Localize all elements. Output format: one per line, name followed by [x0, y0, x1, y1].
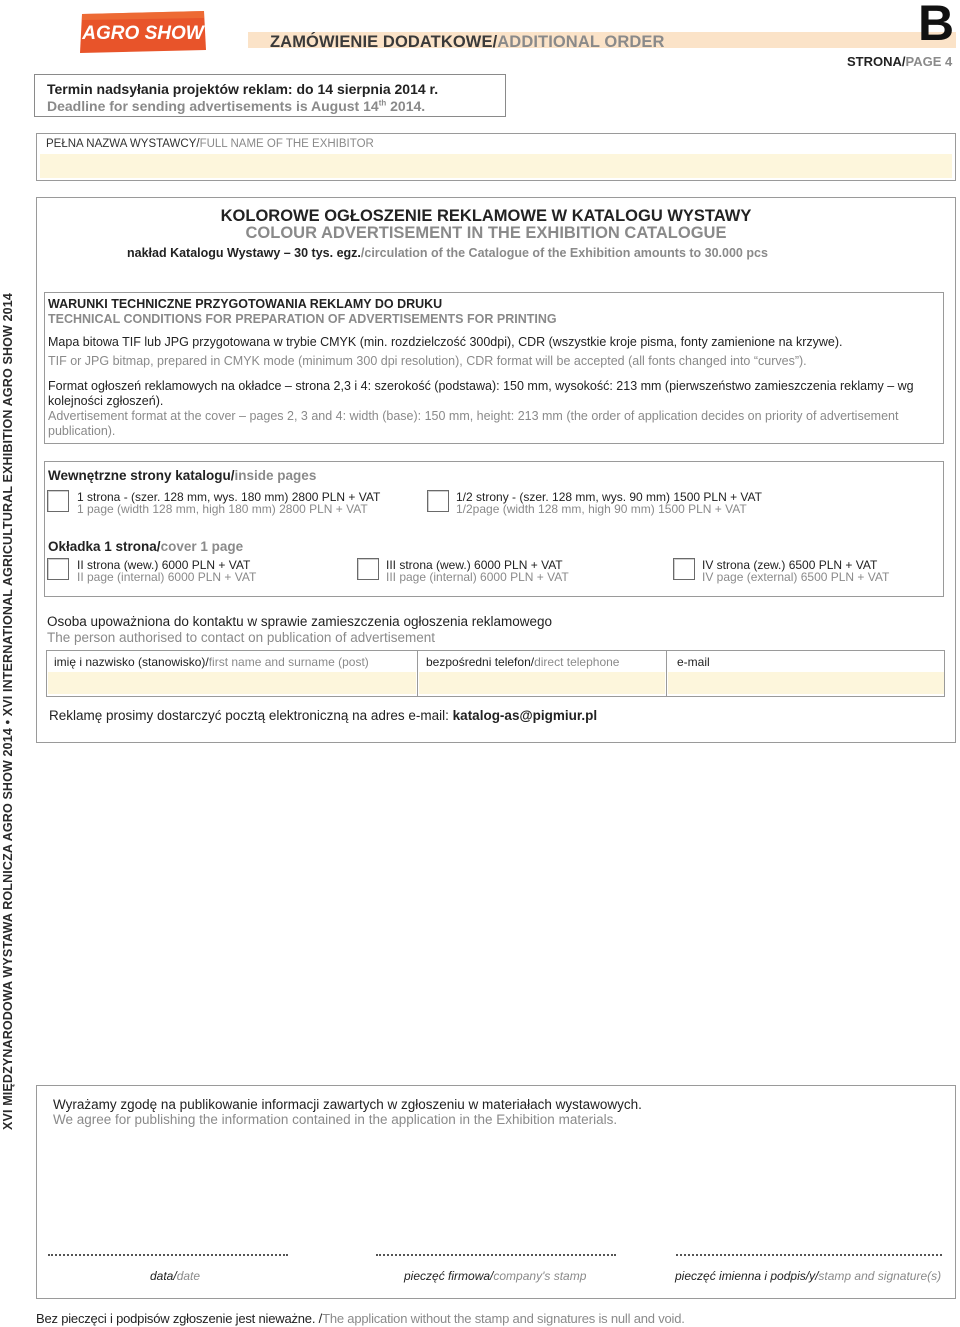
agro-show-logo — [78, 10, 208, 54]
option-label-en: 1 page (width 128 mm, high 180 mm) 2800 PLN + VAT — [77, 502, 368, 516]
section-title-en: COLOUR ADVERTISEMENT IN THE EXHIBITION CATALOGUE — [245, 224, 727, 242]
bitmap-requirements-en: TIF or JPG bitmap, prepared in CMYK mode (minimum 300 dpi resolution), CDR format will be accepted (all fonts changed into “curves”). — [48, 354, 807, 368]
option-label-pl: II strona (wew.) 6000 PLN + VAT — [77, 558, 251, 572]
signature-line[interactable] — [676, 1248, 942, 1256]
contact-heading-pl: Osoba upoważniona do kontaktu w sprawie zamieszczenia ogłoszenia reklamowego — [47, 614, 553, 629]
option-label-pl: IV strona (zew.) 6500 PLN + VAT — [702, 558, 878, 572]
consent-text-en: We agree for publishing the information contained in the application in the Exhibition materials. — [53, 1112, 618, 1127]
contact-divider — [666, 650, 667, 697]
option-checkbox-full-page[interactable] — [47, 490, 69, 512]
form-title: ZAMÓWIENIE DODATKOWE/ADDITIONAL ORDER — [270, 33, 665, 51]
contact-heading-en: The person authorised to contact on publication of advertisement — [47, 630, 435, 645]
contact-phone-field[interactable] — [419, 672, 665, 694]
section-title-pl: KOLOROWE OGŁOSZENIE REKLAMOWE W KATALOGU WYSTAWY — [220, 207, 752, 225]
footer-note: Bez pieczęci i podpisów zgłoszenie jest nieważne. /The application without the stamp and signatures is null and void. — [36, 1311, 685, 1326]
contact-divider — [417, 650, 418, 697]
circulation-note: nakład Katalogu Wystawy – 30 tys. egz./circulation of the Catalogue of the Exhibition amounts to 30.000 pcs — [127, 246, 768, 260]
deadline-pl: Termin nadsyłania projektów reklam: do 14 sierpnia 2014 r. — [47, 81, 439, 97]
option-label-pl: III strona (wew.) 6000 PLN + VAT — [386, 558, 563, 572]
bitmap-requirements-pl: Mapa bitowa TIF lub JPG przygotowana w trybie CMYK (min. rozdzielczość 300dpi), CDR (wszystkie kroje pisma, fonty zamienione na krzywe). — [48, 335, 843, 349]
stamp-signature-line[interactable] — [376, 1248, 616, 1256]
exhibitor-name-field[interactable] — [40, 154, 952, 178]
contact-name-label: imię i nazwisko (stanowisko)/first name and surname (post) — [54, 655, 369, 669]
option-checkbox-cover-iv[interactable] — [673, 558, 695, 580]
option-label-en: III page (internal) 6000 PLN + VAT — [386, 570, 569, 584]
form-letter: B — [918, 0, 955, 51]
option-checkbox-cover-iii[interactable] — [357, 558, 379, 580]
company-stamp-label: pieczęć firmowa/company's stamp — [404, 1269, 587, 1283]
deadline-box — [34, 74, 506, 117]
option-checkbox-cover-ii[interactable] — [47, 558, 69, 580]
email-delivery-note: Reklamę prosimy dostarczyć pocztą elektroniczną na adres e-mail: katalog-as@pigmiur.pl — [49, 708, 598, 723]
cover-heading: Okładka 1 strona/cover 1 page — [48, 539, 244, 554]
option-checkbox-half-page[interactable] — [427, 490, 449, 512]
side-banner-text: XVI MIĘDZYNARODOWA WYSTAWA ROLNICZA AGRO SHOW 2014 • XVI INTERNATIONAL AGRICULTURAL EXHIBITION AGRO SHOW 2014 — [1, 293, 15, 1130]
contact-email-label: e-mail — [677, 655, 710, 669]
technical-heading-pl: WARUNKI TECHNICZNE PRZYGOTOWANIA REKLAMY DO DRUKU — [48, 297, 443, 311]
date-label: data/date — [150, 1269, 201, 1283]
date-signature-line[interactable] — [48, 1248, 288, 1256]
contact-phone-label: bezpośredni telefon/direct telephone — [426, 655, 620, 669]
signature-label: pieczęć imienna i podpis/y/stamp and signature(s) — [675, 1269, 942, 1283]
option-label-en: II page (internal) 6000 PLN + VAT — [77, 570, 257, 584]
technical-heading-en: TECHNICAL CONDITIONS FOR PREPARATION OF ADVERTISEMENTS FOR PRINTING — [48, 312, 557, 326]
option-label-en: 1/2page (width 128 mm, high 90 mm) 1500 PLN + VAT — [456, 502, 747, 516]
inside-pages-heading: Wewnętrzne strony katalogu/inside pages — [48, 468, 317, 483]
contact-name-field[interactable] — [48, 672, 416, 694]
contact-email-field[interactable] — [668, 672, 944, 694]
consent-text-pl: Wyrażamy zgodę na publikowanie informacji zawartych w zgłoszeniu w materiałach wystawowych. — [53, 1097, 642, 1112]
logo-text: AGRO SHOW — [82, 23, 204, 44]
deadline-en: Deadline for sending advertisements is August 14th 2014. — [47, 98, 426, 114]
option-label-pl: 1 strona - (szer. 128 mm, wys. 180 mm) 2800 PLN + VAT — [77, 490, 381, 504]
delivery-email-address: katalog-as@pigmiur.pl — [452, 708, 598, 723]
format-requirements-pl: Format ogłoszeń reklamowych na okładce – strona 2,3 i 4: szerokość (podstawa): 150 mm, wysokość: 213 mm (pierwszeństwo zamieszczenia reklamy – wg kolejności zgłoszeń). — [48, 379, 914, 408]
page-number: STRONA/PAGE 4 — [847, 54, 953, 69]
format-requirements-en: Advertisement format at the cover – pages 2, 3 and 4: width (base): 150 mm, height: 213 mm (the order of application decides on priority of advertisement publication). — [48, 409, 899, 438]
option-label-en: IV page (external) 6500 PLN + VAT — [702, 570, 890, 584]
option-label-pl: 1/2 strony - (szer. 128 mm, wys. 90 mm) 1500 PLN + VAT — [456, 490, 762, 504]
exhibitor-label: PEŁNA NAZWA WYSTAWCY/FULL NAME OF THE EXHIBITOR — [46, 138, 374, 150]
